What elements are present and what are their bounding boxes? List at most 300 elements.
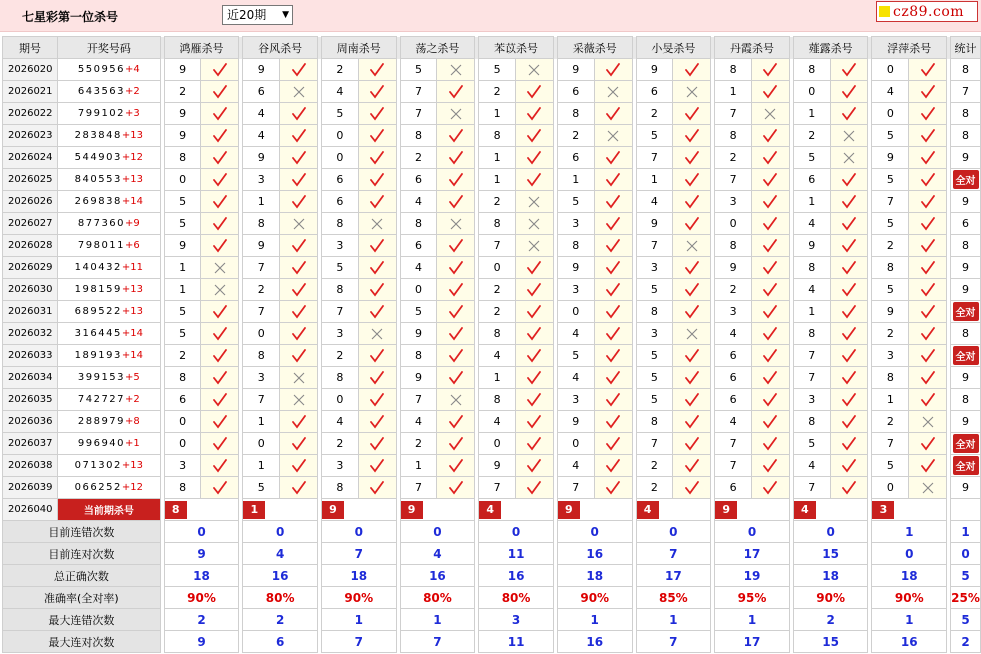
result-cell: [358, 323, 396, 345]
kill-number-cell: 1: [479, 147, 516, 169]
col-issue-header: 期号: [3, 37, 58, 59]
current-kill-cell: [557, 499, 632, 521]
result-cell: [201, 345, 239, 367]
result-cell: [673, 411, 711, 433]
check-icon: [762, 327, 778, 341]
check-icon: [526, 151, 542, 165]
summary-value: 90%: [872, 587, 947, 609]
table-row: [3, 301, 981, 323]
col-expert-header[interactable]: 荡之杀号: [400, 37, 475, 59]
result-cell: [830, 411, 868, 433]
kill-number-cell: 2: [479, 279, 516, 301]
kill-number-cell: 4: [400, 191, 437, 213]
check-icon: [212, 239, 228, 253]
check-icon: [526, 305, 542, 319]
draw-numbers: 996940: [77, 438, 126, 449]
result-cell: [280, 59, 318, 81]
kill-number-cell: 5: [164, 191, 201, 213]
kill-number-cell: 6: [164, 389, 201, 411]
summary-value: 90%: [793, 587, 868, 609]
summary-value: 0: [557, 521, 632, 543]
stat-cell: [951, 191, 981, 213]
result-cell: [516, 345, 554, 367]
kill-number-cell: 8: [557, 235, 594, 257]
col-expert-header[interactable]: 采薇杀号: [557, 37, 632, 59]
summary-value: 16: [557, 543, 632, 565]
kill-number-cell: 7: [636, 433, 673, 455]
table-row: [3, 103, 981, 125]
issue-cell: 2026030: [3, 279, 58, 301]
summary-value: 1: [400, 609, 475, 631]
kill-number-cell: 9: [793, 235, 830, 257]
result-cell: [673, 169, 711, 191]
check-icon: [920, 129, 936, 143]
draw-plus-number: +14: [121, 350, 143, 361]
kill-number-cell: 1: [243, 455, 280, 477]
result-cell: [751, 147, 789, 169]
summary-value: 2: [793, 609, 868, 631]
result-cell: [909, 147, 947, 169]
kill-number-cell: 5: [557, 191, 594, 213]
check-icon: [841, 173, 857, 187]
kill-number-cell: 6: [557, 81, 594, 103]
summary-value: 18: [164, 565, 239, 587]
all-correct-badge: 全对: [953, 170, 979, 189]
result-cell: [830, 59, 868, 81]
stat-cell: [951, 323, 981, 345]
check-icon: [920, 305, 936, 319]
kill-number-cell: 7: [715, 433, 752, 455]
result-cell: [830, 147, 868, 169]
check-icon: [920, 261, 936, 275]
result-cell: [751, 301, 789, 323]
check-icon: [448, 283, 464, 297]
kill-number-cell: 5: [793, 433, 830, 455]
result-cell: [909, 323, 947, 345]
stat-value: 8: [962, 393, 970, 406]
kill-number-cell: 5: [872, 455, 909, 477]
kill-number-cell: 0: [400, 279, 437, 301]
result-cell: [201, 323, 239, 345]
col-expert-header[interactable]: 丹霞杀号: [715, 37, 790, 59]
current-kill-cell: [321, 499, 396, 521]
result-cell: [201, 81, 239, 103]
summary-value: 16: [243, 565, 318, 587]
kill-number-cell: 6: [321, 169, 358, 191]
result-cell: [751, 169, 789, 191]
kill-number-cell: 4: [479, 411, 516, 433]
issue-cell: 2026021: [3, 81, 58, 103]
result-cell: [516, 213, 554, 235]
result-cell: [909, 191, 947, 213]
result-cell: [751, 81, 789, 103]
result-cell: [673, 191, 711, 213]
draw-numbers: 283848: [74, 130, 122, 141]
result-cell: [437, 389, 475, 411]
kill-number-cell: 0: [164, 433, 201, 455]
result-cell: [516, 367, 554, 389]
draw-numbers: 550956: [77, 64, 126, 75]
check-icon: [291, 437, 307, 451]
kill-number-cell: 4: [793, 279, 830, 301]
summary-value: 1: [557, 609, 632, 631]
check-icon: [212, 437, 228, 451]
col-expert-header[interactable]: 鸿雁杀号: [164, 37, 239, 59]
summary-value: 11: [479, 631, 554, 653]
check-icon: [526, 437, 542, 451]
result-cell: [673, 235, 711, 257]
kill-number-cell: 7: [479, 235, 516, 257]
kill-number-cell: 2: [793, 125, 830, 147]
summary-value: 16: [400, 565, 475, 587]
kill-number-cell: 7: [872, 433, 909, 455]
check-icon: [920, 349, 936, 363]
kill-number-cell: 0: [557, 301, 594, 323]
check-icon: [762, 129, 778, 143]
result-cell: [594, 235, 632, 257]
kill-number-cell: 7: [400, 389, 437, 411]
issue-cell: 2026022: [3, 103, 58, 125]
summary-value: 0: [636, 521, 711, 543]
result-cell: [358, 235, 396, 257]
result-cell: [201, 411, 239, 433]
result-cell: [594, 455, 632, 477]
check-icon: [448, 371, 464, 385]
check-icon: [212, 173, 228, 187]
site-logo[interactable]: [876, 1, 978, 22]
cross-icon: [293, 394, 305, 406]
result-cell: [673, 147, 711, 169]
check-icon: [369, 459, 385, 473]
cross-icon: [764, 108, 776, 120]
kill-number-cell: 9: [164, 125, 201, 147]
result-cell: [437, 477, 475, 499]
summary-value: 19: [715, 565, 790, 587]
check-icon: [212, 63, 228, 77]
summary-label: 最大连错次数: [3, 609, 161, 631]
summary-value: 95%: [715, 587, 790, 609]
check-icon: [291, 283, 307, 297]
current-kill-cell: [872, 499, 947, 521]
check-icon: [684, 349, 700, 363]
kill-number-cell: 4: [557, 323, 594, 345]
summary-value: 7: [321, 543, 396, 565]
result-cell: [201, 169, 239, 191]
kill-number-cell: 9: [636, 59, 673, 81]
kill-number-cell: 5: [872, 125, 909, 147]
result-cell: [516, 191, 554, 213]
kill-number-cell: 8: [872, 367, 909, 389]
kill-number-cell: 5: [636, 279, 673, 301]
result-cell: [909, 59, 947, 81]
check-icon: [212, 327, 228, 341]
kill-number-cell: 5: [479, 59, 516, 81]
draw-numbers-cell: [57, 169, 160, 191]
check-icon: [920, 371, 936, 385]
check-icon: [762, 63, 778, 77]
check-icon: [920, 217, 936, 231]
kill-number-cell: 1: [479, 103, 516, 125]
result-cell: [909, 345, 947, 367]
issue-cell: 2026035: [3, 389, 58, 411]
kill-number-cell: 1: [479, 367, 516, 389]
result-cell: [909, 235, 947, 257]
kill-number-cell: 0: [557, 433, 594, 455]
check-icon: [605, 459, 621, 473]
kill-number-cell: 3: [321, 455, 358, 477]
draw-plus-number: +1: [125, 438, 140, 449]
check-icon: [684, 261, 700, 275]
result-cell: [201, 455, 239, 477]
kill-number-cell: 8: [872, 257, 909, 279]
check-icon: [291, 349, 307, 363]
all-correct-badge: 全对: [953, 346, 979, 365]
summary-value: 0: [715, 521, 790, 543]
check-icon: [762, 481, 778, 495]
draw-numbers-cell: [57, 433, 160, 455]
kill-number-cell: 4: [715, 323, 752, 345]
check-icon: [684, 173, 700, 187]
summary-value: 1: [715, 609, 790, 631]
kill-number-cell: 8: [479, 323, 516, 345]
kill-number-cell: 2: [636, 103, 673, 125]
check-icon: [448, 195, 464, 209]
issue-cell: 2026023: [3, 125, 58, 147]
check-icon: [369, 437, 385, 451]
kill-number-cell: 9: [243, 147, 280, 169]
draw-plus-number: +12: [121, 152, 143, 163]
kill-number-cell: 2: [872, 411, 909, 433]
check-icon: [212, 217, 228, 231]
check-icon: [291, 107, 307, 121]
kill-number-cell: 7: [715, 455, 752, 477]
kill-number-cell: 8: [243, 213, 280, 235]
result-cell: [673, 323, 711, 345]
check-icon: [841, 261, 857, 275]
stat-cell: [951, 279, 981, 301]
draw-numbers: 544903: [74, 152, 122, 163]
result-cell: [201, 213, 239, 235]
summary-value: 0: [872, 543, 947, 565]
check-icon: [448, 239, 464, 253]
draw-plus-number: +13: [121, 306, 143, 317]
kill-number-cell: 7: [400, 103, 437, 125]
kill-number-cell: 4: [400, 411, 437, 433]
col-expert-header[interactable]: 苯苡杀号: [479, 37, 554, 59]
result-cell: [594, 301, 632, 323]
stat-value: 8: [962, 129, 970, 142]
check-icon: [291, 261, 307, 275]
check-icon: [369, 481, 385, 495]
result-cell: [201, 301, 239, 323]
result-cell: [280, 103, 318, 125]
issue-cell: 2026024: [3, 147, 58, 169]
check-icon: [212, 415, 228, 429]
summary-value: 15: [793, 631, 868, 653]
check-icon: [605, 239, 621, 253]
check-icon: [369, 283, 385, 297]
col-expert-header[interactable]: 周南杀号: [321, 37, 396, 59]
kill-number-cell: 1: [243, 411, 280, 433]
kill-number-cell: 2: [479, 191, 516, 213]
check-icon: [684, 481, 700, 495]
check-icon: [526, 481, 542, 495]
kill-number-cell: 1: [400, 455, 437, 477]
result-cell: [437, 279, 475, 301]
result-cell: [909, 213, 947, 235]
kill-number-cell: 3: [636, 257, 673, 279]
kill-number-cell: 2: [164, 345, 201, 367]
cross-icon: [371, 218, 383, 230]
issue-cell: 2026039: [3, 477, 58, 499]
issue-cell: 2026029: [3, 257, 58, 279]
result-cell: [516, 411, 554, 433]
check-icon: [684, 283, 700, 297]
result-cell: [751, 235, 789, 257]
summary-label: 目前连对次数: [3, 543, 161, 565]
result-cell: [594, 389, 632, 411]
check-icon: [212, 129, 228, 143]
stat-cell: [951, 257, 981, 279]
kill-number-cell: 7: [872, 191, 909, 213]
col-expert-header[interactable]: 谷风杀号: [243, 37, 318, 59]
result-cell: [358, 433, 396, 455]
kill-number-cell: 6: [400, 169, 437, 191]
check-icon: [605, 437, 621, 451]
issue-cell: 2026027: [3, 213, 58, 235]
check-icon: [841, 85, 857, 99]
cross-icon: [528, 64, 540, 76]
check-icon: [369, 371, 385, 385]
kill-number-cell: 7: [243, 389, 280, 411]
result-cell: [437, 191, 475, 213]
check-icon: [448, 173, 464, 187]
result-cell: [358, 389, 396, 411]
kill-number-cell: 5: [164, 301, 201, 323]
check-icon: [841, 217, 857, 231]
summary-row: [3, 543, 981, 565]
kill-number-cell: 4: [715, 411, 752, 433]
kill-number-cell: 2: [872, 235, 909, 257]
cross-icon: [922, 482, 934, 494]
draw-numbers-cell: [57, 191, 160, 213]
kill-number-cell: 1: [557, 169, 594, 191]
result-cell: [358, 477, 396, 499]
check-icon: [605, 261, 621, 275]
summary-value: 7: [400, 631, 475, 653]
check-icon: [684, 305, 700, 319]
kill-number-cell: 8: [164, 477, 201, 499]
summary-row: [3, 609, 981, 631]
result-cell: [673, 103, 711, 125]
kill-number-cell: 7: [636, 147, 673, 169]
summary-value: 90%: [557, 587, 632, 609]
kill-number-cell: 5: [636, 125, 673, 147]
draw-numbers: 877360: [77, 218, 126, 229]
stat-value: 8: [962, 327, 970, 340]
kill-number-cell: 4: [321, 411, 358, 433]
kill-number-cell: 8: [636, 301, 673, 323]
draw-numbers-cell: [57, 301, 160, 323]
result-cell: [751, 125, 789, 147]
kill-number-cell: 8: [321, 367, 358, 389]
current-kill-cell: [243, 499, 318, 521]
check-icon: [920, 393, 936, 407]
kill-number-cell: 8: [636, 411, 673, 433]
draw-numbers: 840553: [74, 174, 122, 185]
kill-number-cell: 8: [479, 213, 516, 235]
check-icon: [448, 437, 464, 451]
check-icon: [291, 327, 307, 341]
result-cell: [280, 125, 318, 147]
col-expert-header[interactable]: 小旻杀号: [636, 37, 711, 59]
kill-number-cell: 2: [479, 301, 516, 323]
kill-number-cell: 9: [872, 301, 909, 323]
check-icon: [369, 129, 385, 143]
kill-number-cell: 2: [400, 147, 437, 169]
check-icon: [605, 217, 621, 231]
kill-number-cell: 0: [479, 257, 516, 279]
stat-value: 9: [962, 481, 970, 494]
result-cell: [909, 389, 947, 411]
kill-number-cell: 1: [793, 103, 830, 125]
check-icon: [762, 85, 778, 99]
col-numbers-header: 开奖号码: [57, 37, 160, 59]
kill-number-cell: 8: [400, 125, 437, 147]
kill-number-cell: 9: [400, 323, 437, 345]
kill-number-cell: 6: [636, 81, 673, 103]
table-row: [3, 279, 981, 301]
kill-number-cell: 2: [321, 59, 358, 81]
result-cell: [516, 169, 554, 191]
result-cell: [751, 411, 789, 433]
summary-row: [3, 631, 981, 653]
result-cell: [751, 59, 789, 81]
result-cell: [516, 301, 554, 323]
result-cell: [201, 59, 239, 81]
kill-number-cell: 8: [793, 257, 830, 279]
kill-number-cell: 2: [557, 125, 594, 147]
draw-plus-number: +13: [121, 284, 143, 295]
summary-value: 6: [243, 631, 318, 653]
kill-number-cell: 8: [243, 345, 280, 367]
result-cell: [909, 103, 947, 125]
cross-icon: [450, 108, 462, 120]
kill-number-cell: 3: [715, 301, 752, 323]
result-cell: [830, 103, 868, 125]
summary-label: 总正确次数: [3, 565, 161, 587]
summary-stat: 0: [951, 543, 981, 565]
result-cell: [437, 147, 475, 169]
period-select[interactable]: [222, 5, 293, 25]
result-cell: [280, 235, 318, 257]
col-expert-header[interactable]: 浮萍杀号: [872, 37, 947, 59]
kill-number-cell: 3: [793, 389, 830, 411]
check-icon: [291, 481, 307, 495]
check-icon: [448, 415, 464, 429]
check-icon: [369, 173, 385, 187]
result-cell: [280, 367, 318, 389]
result-cell: [594, 213, 632, 235]
col-expert-header[interactable]: 薤露杀号: [793, 37, 868, 59]
result-cell: [201, 367, 239, 389]
cross-icon: [686, 86, 698, 98]
issue-cell: 2026038: [3, 455, 58, 477]
draw-numbers-cell: [57, 125, 160, 147]
stat-cell: [951, 213, 981, 235]
summary-value: 80%: [400, 587, 475, 609]
table-row: [3, 389, 981, 411]
